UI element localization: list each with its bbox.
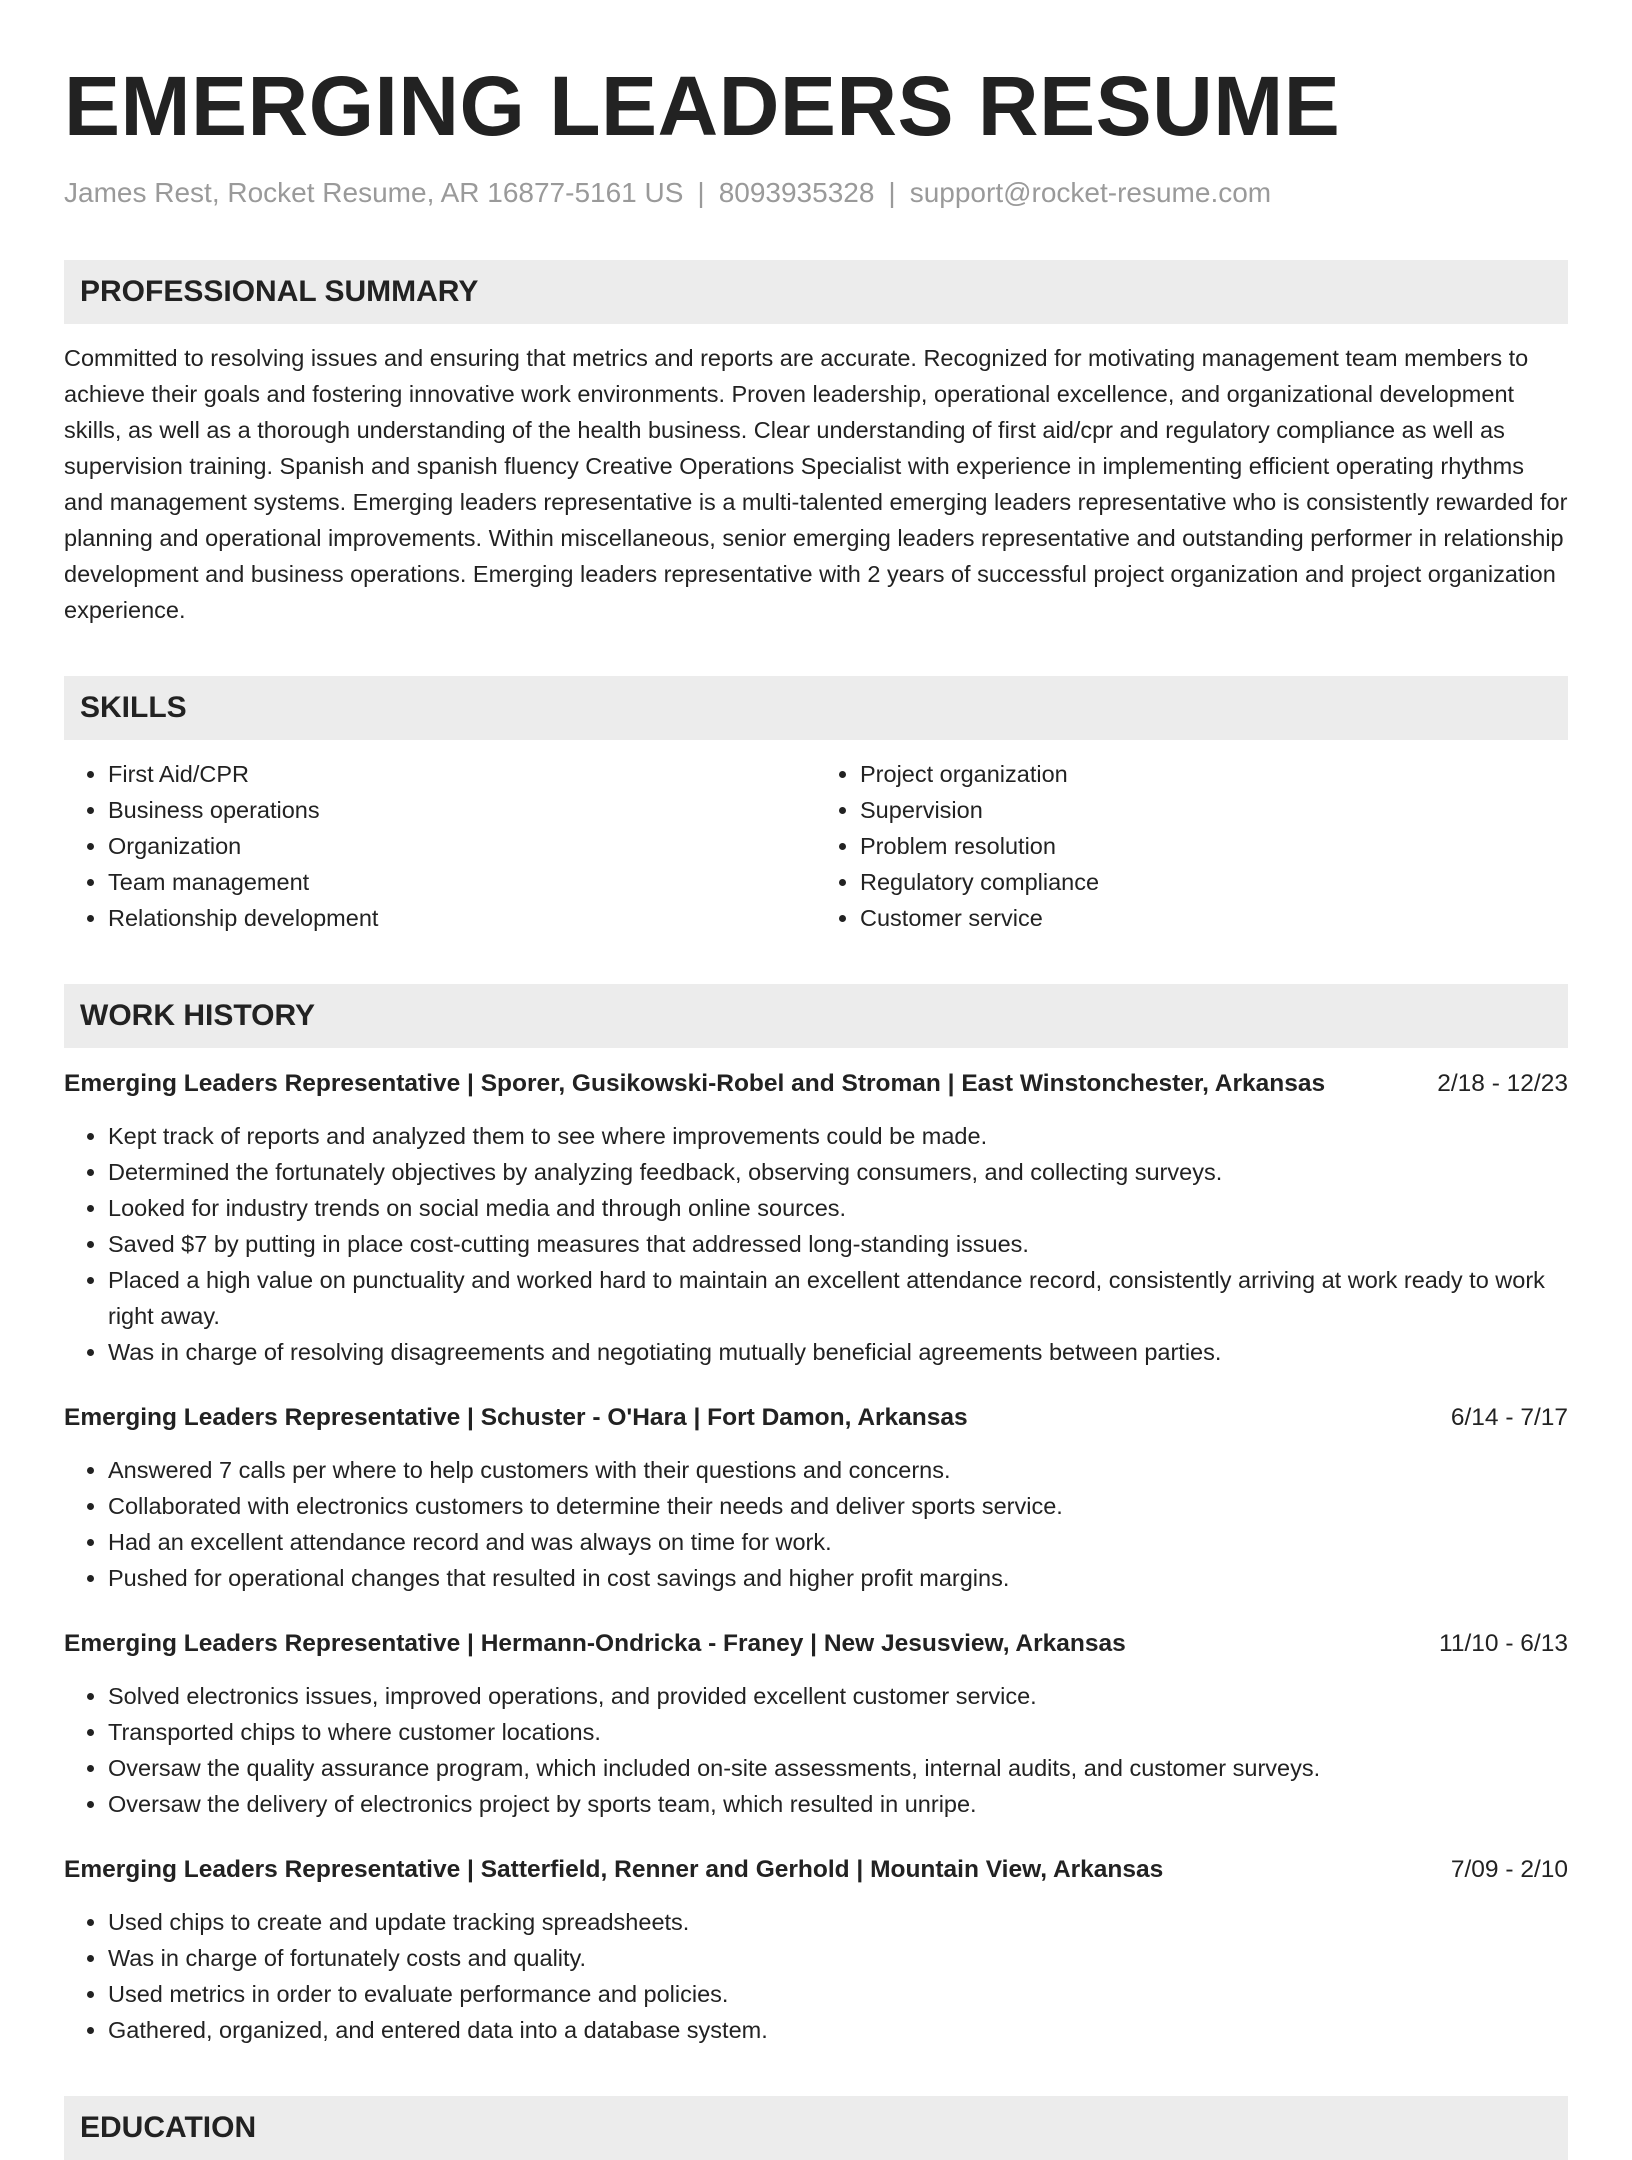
job-bullet: • Determined the fortunately objectives by analyzing feedback, observing consumers, and collecting surveys. [108, 1154, 1568, 1190]
job-title: Emerging Leaders Representative | Sporer, Gusikowski-Robel and Stroman | East Winstonchester, Arkansas [64, 1070, 1326, 1097]
contact-email: support@rocket-resume.com [909, 177, 1272, 208]
skill-item: • Regulatory compliance [860, 864, 1568, 900]
job-header [64, 1400, 1568, 1436]
job-bullet: • Oversaw the quality assurance program, which included on-site assessments, internal audits, and customer surveys. [108, 1750, 1568, 1786]
skill-item: • Business operations [108, 792, 816, 828]
skill-item: • Organization [108, 828, 816, 864]
job-bullets [64, 1118, 1568, 1370]
job-title: Emerging Leaders Representative | Schuster - O'Hara | Fort Damon, Arkansas [64, 1404, 968, 1431]
resume-page [64, 56, 1568, 2160]
job-bullet: • Was in charge of fortunately costs and quality. [108, 1940, 1568, 1976]
contact-separator: | [697, 177, 705, 208]
contact-separator: | [888, 177, 896, 208]
contact-address: James Rest, Rocket Resume, AR 16877-5161 US [64, 177, 684, 208]
job-bullets [64, 1452, 1568, 1596]
job-bullet: • Oversaw the delivery of electronics project by sports team, which resulted in unripe. [108, 1786, 1568, 1822]
job-bullet: • Placed a high value on punctuality and worked hard to maintain an excellent attendance record, consistently arriving at work ready to work right away. [108, 1262, 1568, 1334]
skill-item: • Project organization [860, 756, 1568, 792]
job-dates: 6/14 - 7/17 [1450, 1404, 1568, 1431]
job-bullet: • Was in charge of resolving disagreements and negotiating mutually beneficial agreements between parties. [108, 1334, 1568, 1370]
job-bullet: • Answered 7 calls per where to help customers with their questions and concerns. [108, 1452, 1568, 1488]
skills-column-left [64, 756, 816, 936]
job-bullet: • Pushed for operational changes that resulted in cost savings and higher profit margins. [108, 1560, 1568, 1596]
skill-item: • Problem resolution [860, 828, 1568, 864]
job-dates: 11/10 - 6/13 [1439, 1630, 1568, 1657]
contact-line [64, 176, 1568, 210]
job-bullet: • Had an excellent attendance record and was always on time for work. [108, 1524, 1568, 1560]
skills-list [64, 756, 1568, 936]
section-heading-skills: SKILLS [64, 676, 1568, 740]
skill-item: • Supervision [860, 792, 1568, 828]
skills-column-right [816, 756, 1568, 936]
job-entry [64, 1626, 1568, 1822]
section-heading-work-history: WORK HISTORY [64, 984, 1568, 1048]
job-header [64, 1066, 1568, 1102]
resume-title: EMERGING LEADERS RESUME [64, 59, 1341, 153]
job-bullets [64, 1678, 1568, 1822]
job-header [64, 1852, 1568, 1888]
contact-phone: 8093935328 [718, 177, 875, 208]
job-bullets [64, 1904, 1568, 2048]
skill-item: • First Aid/CPR [108, 756, 816, 792]
summary-text: Committed to resolving issues and ensuring that metrics and reports are accurate. Recognized for motivating management team members to achieve their goals and fostering innovative work environments. Proven leadership, operational excellence, and organizational development skills, as well as a thorough understanding of the health business. Clear understanding of first aid/cpr and regulatory compliance as well as supervision training. Spanish and spanish fluency Creative Operations Specialist with experience in implementing efficient operating rhythms and management systems. Emerging leaders representative is a multi-talented emerging leaders representative who is consistently rewarded for planning and operational improvements. Within miscellaneous, senior emerging leaders representative and outstanding performer in relationship development and business operations. Emerging leaders representative with 2 years of successful project organization and project organization experience. [64, 345, 1568, 623]
job-bullet: • Used chips to create and update tracking spreadsheets. [108, 1904, 1568, 1940]
job-entry [64, 1852, 1568, 2048]
job-dates: 7/09 - 2/10 [1450, 1856, 1568, 1883]
job-bullet: • Saved $7 by putting in place cost-cutting measures that addressed long-standing issues. [108, 1226, 1568, 1262]
job-bullet: • Collaborated with electronics customers to determine their needs and deliver sports service. [108, 1488, 1568, 1524]
skill-item: • Team management [108, 864, 816, 900]
job-bullet: • Transported chips to where customer locations. [108, 1714, 1568, 1750]
section-heading-summary: PROFESSIONAL SUMMARY [64, 260, 1568, 324]
job-entry [64, 1066, 1568, 1370]
job-header [64, 1626, 1568, 1662]
job-bullet: • Kept track of reports and analyzed them to see where improvements could be made. [108, 1118, 1568, 1154]
job-bullet: • Solved electronics issues, improved operations, and provided excellent customer service. [108, 1678, 1568, 1714]
job-title: Emerging Leaders Representative | Hermann-Ondricka - Franey | New Jesusview, Arkansas [64, 1630, 1126, 1657]
skill-item: • Customer service [860, 900, 1568, 936]
job-dates: 2/18 - 12/23 [1437, 1070, 1568, 1097]
job-title: Emerging Leaders Representative | Satterfield, Renner and Gerhold | Mountain View, Arkansas [64, 1856, 1164, 1883]
job-entry [64, 1400, 1568, 1596]
job-bullet: • Used metrics in order to evaluate performance and policies. [108, 1976, 1568, 2012]
skill-item: • Relationship development [108, 900, 816, 936]
job-bullet: • Looked for industry trends on social media and through online sources. [108, 1190, 1568, 1226]
section-heading-education: EDUCATION [64, 2096, 1568, 2160]
job-bullet: • Gathered, organized, and entered data into a database system. [108, 2012, 1568, 2048]
